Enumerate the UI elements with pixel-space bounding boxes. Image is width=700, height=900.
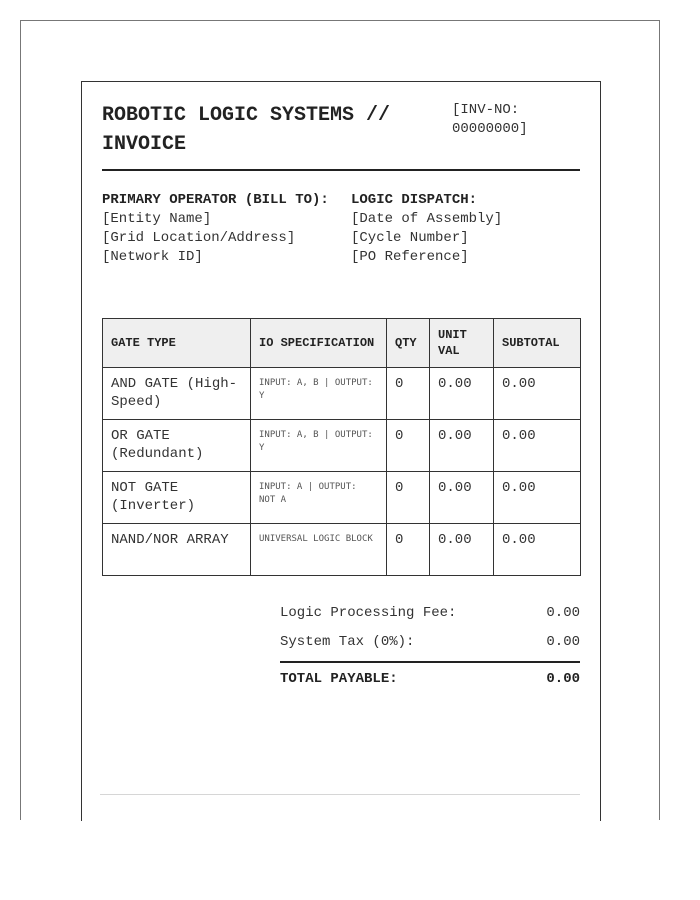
io-spec-cell: INPUT: A, B | OUTPUT: Y (251, 368, 387, 420)
footer-divider (100, 794, 580, 795)
table-row (103, 472, 581, 524)
unit-val-cell: 0.00 (430, 472, 494, 524)
column-header-io-spec: IO SPECIFICATION (251, 319, 387, 368)
io-spec-cell: UNIVERSAL LOGIC BLOCK (251, 524, 387, 576)
total-payable-label: TOTAL PAYABLE: (280, 671, 398, 687)
bill-to-heading: PRIMARY OPERATOR (BILL TO): (102, 192, 329, 208)
qty-cell: 0 (387, 472, 430, 524)
table-row (103, 368, 581, 420)
qty-cell: 0 (387, 524, 430, 576)
unit-val-cell: 0.00 (430, 524, 494, 576)
subtotal-cell: 0.00 (494, 368, 581, 420)
total-payable-value: 0.00 (546, 671, 580, 687)
qty-cell: 0 (387, 420, 430, 472)
gate-type-cell: AND GATE (High-Speed) (103, 368, 251, 420)
dispatch-cycle-number: [Cycle Number] (351, 230, 469, 246)
title-divider (102, 169, 580, 171)
subtotal-cell: 0.00 (494, 524, 581, 576)
dispatch-heading: LOGIC DISPATCH: (351, 192, 478, 208)
column-header-unit-val: UNIT VAL (430, 319, 494, 368)
bill-to-network-id: [Network ID] (102, 249, 203, 265)
table-header-row (103, 319, 581, 368)
totals-block (280, 601, 580, 696)
processing-fee-label: Logic Processing Fee: (280, 605, 457, 621)
table-row (103, 420, 581, 472)
processing-fee-row (280, 601, 580, 630)
column-header-gate-type: GATE TYPE (103, 319, 251, 368)
system-tax-label: System Tax (0%): (280, 634, 415, 650)
subtotal-cell: 0.00 (494, 420, 581, 472)
bill-to-entity-name: [Entity Name] (102, 211, 212, 227)
invoice-number: [INV-NO: 00000000] (452, 102, 528, 137)
invoice-title: ROBOTIC LOGIC SYSTEMS // INVOICE (102, 104, 391, 156)
system-tax-row (280, 630, 580, 659)
column-header-subtotal: SUBTOTAL (494, 319, 581, 368)
total-payable-row (280, 667, 580, 696)
dispatch-date: [Date of Assembly] (351, 211, 503, 227)
totals-divider (280, 661, 580, 663)
io-spec-cell: INPUT: A, B | OUTPUT: Y (251, 420, 387, 472)
table-row (103, 524, 581, 576)
system-tax-value: 0.00 (546, 634, 580, 650)
line-items-table (102, 318, 581, 576)
processing-fee-value: 0.00 (546, 605, 580, 621)
bill-to-block (102, 191, 332, 267)
column-header-qty: QTY (387, 319, 430, 368)
gate-type-cell: NOT GATE (Inverter) (103, 472, 251, 524)
dispatch-po-reference: [PO Reference] (351, 249, 469, 265)
unit-val-cell: 0.00 (430, 420, 494, 472)
dispatch-block (351, 191, 581, 267)
bill-to-address: [Grid Location/Address] (102, 230, 296, 246)
io-spec-cell: INPUT: A | OUTPUT: NOT A (251, 472, 387, 524)
qty-cell: 0 (387, 368, 430, 420)
subtotal-cell: 0.00 (494, 472, 581, 524)
gate-type-cell: NAND/NOR ARRAY (103, 524, 251, 576)
unit-val-cell: 0.00 (430, 368, 494, 420)
gate-type-cell: OR GATE (Redundant) (103, 420, 251, 472)
